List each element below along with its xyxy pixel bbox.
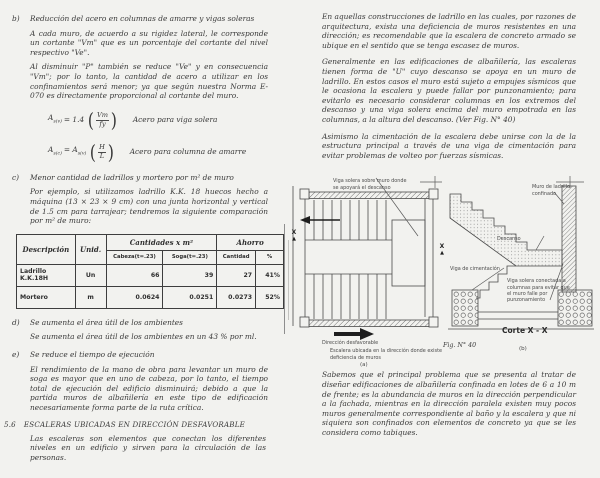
figure-40-caption: Fig. N° 40 — [443, 342, 477, 350]
cell-soga: 39 — [163, 264, 217, 286]
corte-x-x-label: Corte X - X — [502, 326, 548, 336]
section-d-paragraph-1: Se aumenta el área útil de los ambientes en un 43 % por ml. — [30, 332, 257, 342]
triangle-marker: ▲ — [440, 250, 444, 257]
right-paragraph-1: En aquellas construcciones de ladrillo en las cuales, por razones de arquitectura, exista una deficiencia de muros resistentes en una dirección; es recomendable que la escalera de concreto armado se ubique en el sentido que se tenga escasez de muros. — [322, 12, 576, 50]
cell-unidad: Un — [75, 264, 106, 286]
col-porcentaje: % — [256, 250, 284, 264]
section-d-heading: Se aumenta el área útil de los ambientes — [30, 317, 183, 327]
cell-descripcion: Ladrillo K.K.18H — [17, 264, 76, 286]
section-5-6-title: ESCALERAS UBICADAS EN DIRECCIÓN DESFAVORABLE — [23, 420, 245, 430]
left-paren: ( — [90, 140, 97, 165]
section-d — [12, 318, 268, 342]
table-row — [17, 286, 284, 308]
plan-viga-solera-label: Viga solera sobre muro donde se apoyará el descanso — [333, 178, 407, 191]
page-right — [291, 0, 600, 478]
section-c-heading: Menor cantidad de ladrillos y mortero por m² de muro — [30, 172, 234, 182]
section-b-heading: Reducción del acero en columnas de amarre y vigas soleras — [30, 14, 255, 23]
section-marker-x-right: X ▲ — [436, 244, 448, 256]
formula-fraction: $\frac{H}{L}$ — [99, 143, 105, 160]
section-c-paragraph-1: Por ejemplo, si utilizamos ladrillo K.K. 18 huecos hecho a máquina (13 × 23 × 9 cm) con una junta horizontal y vertical de 1.5 cm para tarrajear; tendremos la siguiente comparación por m² de muro: — [30, 187, 268, 226]
right-paragraph-4: Sabemos que el principal problema que se presenta al tratar de diseñar edificaciones de albañilería confinada en lotes de 6 a 10 m de frente; es la abundancia de muros en la dirección perpendicular a la fachada, mientras en la dirección paralela existen muy pocos muros generalmente correspondiente al baño y la escalera y que ni siquiera son confinados con elementos de concreto ya que se les considera como tabiques. — [322, 370, 576, 437]
col-descripcion: Descripción — [17, 234, 76, 264]
formula-columna-amarre — [48, 140, 300, 165]
cell-unidad: m — [75, 286, 106, 308]
formula-lhs: $A_{s(c)}$ — [48, 145, 62, 157]
section-b — [12, 14, 268, 101]
formula-caption: Acero para columna de amarre — [129, 147, 247, 157]
section-e — [12, 350, 268, 413]
col-unidad: Unid. — [75, 234, 106, 264]
section-marker-x-left: X ▲ — [288, 230, 300, 242]
formula-lhs: $A_{s(v)}$ — [48, 113, 62, 125]
formula-equals: = $A_{s(v)}$ — [63, 145, 87, 157]
stair-plan-diagram — [292, 174, 445, 346]
col-soga: Soga(t=.23) — [163, 250, 217, 264]
section-b-paragraph-1: A cada muro, de acuerdo a su rigidez lateral, le corresponde un cortante "Vm" que es un porcentaje del cortante del nivel respectivo "Ve". — [30, 28, 268, 57]
section-e-label: e) — [12, 349, 20, 359]
section-5-6-paragraph-1: Las escaleras son elementos que conectan los diferentes niveles en un edificio y sirven para la circulación de las personas. — [30, 433, 266, 463]
direction-label: Dirección desfavorable — [322, 340, 379, 347]
subfigure-a-label: (a) — [360, 362, 368, 369]
section-b-paragraph-2: Al disminuir "P" también se reduce "Ve" y en consecuencia "Vm"; por lo tanto, la cantidad de acero a utilizar en los confinamientos será menor; ya que según nuestra Norma E-070 es directamente proporcional al cortante del muro. — [30, 62, 268, 101]
section-b-label: b) — [12, 14, 20, 23]
cell-soga: 0.0251 — [163, 286, 217, 308]
cell-pct: 52% — [256, 286, 284, 308]
comparison-table — [16, 234, 284, 309]
section-5-6-number: 5.6 — [4, 420, 16, 430]
muro-confinado-label: Muro de ladrillo confinado — [532, 184, 570, 197]
right-paren: ) — [107, 140, 114, 165]
page-gutter-line — [284, 224, 285, 334]
formula-viga-solera — [48, 108, 300, 133]
page-gutter-line-2 — [288, 240, 289, 320]
section-e-paragraph-1: El rendimiento de la mano de obra para levantar un muro de soga es mayor que en uno de cabeza, por lo tanto, el tiempo total de ejecución del edificio disminuirá; debido a que la partida muros de albañilería en este tipo de edificación necesariamente forma parte de la ruta crítica. — [30, 364, 268, 412]
section-d-label: d) — [12, 317, 20, 327]
section-c-label: c) — [12, 172, 20, 182]
viga-cimentacion-label: Viga de cimentación — [450, 266, 500, 273]
formula-equals: = 1.4 — [63, 115, 85, 125]
cell-cabeza: 0.0624 — [106, 286, 163, 308]
right-paren: ) — [110, 108, 118, 133]
right-paragraph-2: Generalmente en las edificaciones de albañilería, las escaleras tienen forma de "U" cuyo descanso se apoya en un muro de ladrillo. En estos casos el muro está sujeto a empujes sísmicos que le ocasiona la escalera y puede fallar por punzonamiento; para evitarlo es necesario considerar columnas en los extremos del descanso y una viga solera encima del muro empotrada en las columnas, a la altura del descanso. (Ver Fig. N° 40) — [322, 57, 576, 124]
col-cabeza: Cabeza(t=.23) — [106, 250, 163, 264]
cell-descripcion: Mortero — [17, 286, 76, 308]
left-paren: ( — [87, 108, 95, 133]
section-5-6-heading — [4, 420, 270, 429]
col-cantidad: Cantidad — [217, 250, 256, 264]
col-cantidades: Cantidades x m² — [106, 234, 217, 250]
section-c — [12, 173, 268, 226]
col-ahorro: Ahorro — [217, 234, 284, 250]
descanso-label: Descanso — [497, 236, 521, 243]
subfigure-b-label: (b) — [519, 346, 527, 353]
formula-fraction: $\frac{Vm}{fy}$ — [97, 111, 109, 128]
cell-pct: 41% — [256, 264, 284, 286]
cell-cantidad: 0.0273 — [217, 286, 256, 308]
cell-cabeza: 66 — [106, 264, 163, 286]
stair-section-diagram — [446, 172, 596, 340]
triangle-marker: ▲ — [292, 236, 296, 243]
viga-solera-label: Viga solera conectada a columnas para evitar que el muro falle por punzonamiento — [507, 278, 570, 303]
section-e-heading: Se reduce el tiempo de ejecución — [30, 349, 155, 359]
right-paragraph-3: Asimismo la cimentación de la escalera debe unirse con la de la estructura principal a través de una viga de cimentación para evitar problemas de volteo por fuerzas sísmicas. — [322, 131, 576, 160]
plan-caption: Escalera ubicada en la dirección donde existe deficiencia de muros — [330, 348, 443, 361]
formula-caption: Acero para viga solera — [132, 115, 218, 125]
figure-40 — [291, 168, 600, 369]
cell-cantidad: 27 — [217, 264, 256, 286]
table-row — [17, 264, 284, 286]
